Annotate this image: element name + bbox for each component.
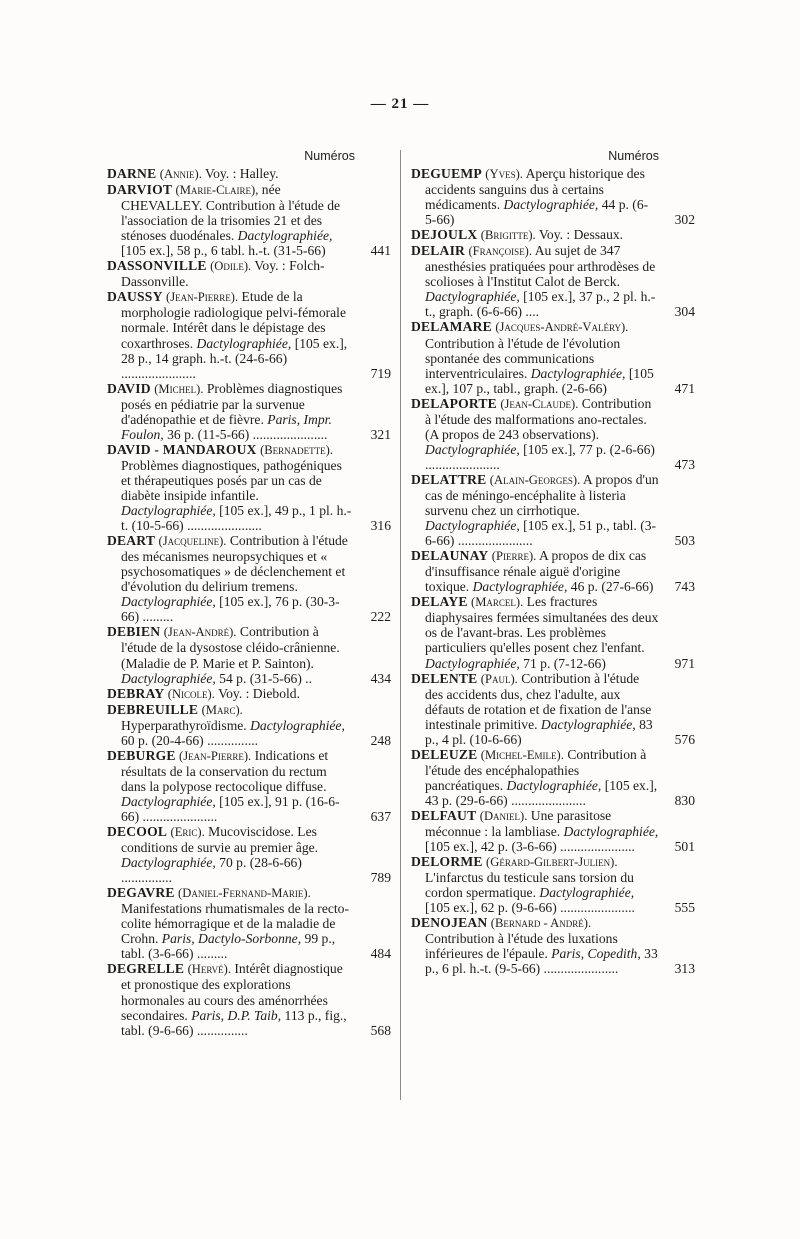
entry-title: Contribution à l'étude des luxations inférieures de l'épaule. (425, 931, 618, 962)
thesis-number: 222 (370, 609, 391, 625)
publisher: Dactylographiée, (503, 197, 599, 213)
publisher: Dactylographiée, (425, 518, 520, 534)
author-given-names: (Alain-Georges). (489, 472, 581, 487)
page-number: — 21 — (370, 96, 430, 112)
thesis-number: 568 (370, 1022, 391, 1038)
publisher: Dactylographiée, (121, 855, 216, 871)
entry-title: Les fractures diaphysaires fermées simultanées des deux os de l'avant-bras. Les problèmes particuliers qu'elles posent chez l'enfant. (425, 594, 659, 656)
author-name: DELAPORTE (411, 395, 497, 411)
entry-details: 33 p., 6 pl. h.-t. (9-5-66) ...................... (425, 946, 658, 977)
thesis-number: 473 (674, 456, 695, 472)
publisher: Paris, Copedith, (551, 946, 641, 962)
entry-title: Indications et résultats de la conservation du rectum dans la polypose rectocolique diffuse. (121, 747, 329, 794)
author-given-names: (Françoise). (468, 244, 533, 259)
thesis-entry (411, 915, 695, 976)
publisher: Paris, Dactylo-Sorbonne, (161, 931, 302, 947)
thesis-number: 313 (674, 961, 695, 977)
entry-title: Manifestations rhumatismales de la recto-colite hémorragique et de la maladie de Crohn. (121, 901, 350, 947)
publisher: Dactylographiée, (472, 579, 568, 595)
thesis-number: 719 (370, 365, 391, 381)
thesis-number: 484 (370, 946, 391, 962)
entry-title: Voy. : Diebold. (218, 685, 301, 701)
thesis-entry (107, 533, 391, 624)
author-given-names: (Paul). (480, 671, 518, 686)
author-name: DARNE (107, 166, 157, 181)
entry-title: Contribution à l'étude des encéphalopathies pancréatiques. (425, 746, 647, 793)
author-given-names: (Marie-Claire), (175, 183, 259, 198)
thesis-number: 304 (674, 304, 695, 320)
thesis-entry (107, 381, 391, 442)
entry-details: [105 ex.], 42 p. (3-6-66) ...................... (425, 839, 635, 855)
entry-details: 113 p., fig., tabl. (9-6-66) ............... (121, 1007, 347, 1038)
publisher: Dactylographiée, (563, 824, 659, 840)
author-name: DELAMARE (411, 319, 492, 335)
author-given-names: (Jean-Pierre). (179, 748, 252, 763)
author-given-names: (Jean-Pierre). (166, 290, 239, 305)
author-name: DAVID - MANDAROUX (107, 441, 257, 457)
publisher: Dactylographiée, (121, 670, 216, 686)
author-name: DEJOULX (411, 227, 478, 243)
thesis-entry (107, 182, 391, 258)
author-name: DEBRAY (107, 685, 165, 701)
column-heading: Numéros (608, 149, 659, 163)
entry-title: Contribution à l'étude de l'évolution spontanée des communications interventriculaires. (425, 335, 621, 381)
entry-title: Problèmes diagnostiques, pathogéniques et thérapeutiques posés par un cas de diabète insipide infantile. (121, 457, 342, 503)
publisher: Dactylographiée, (196, 335, 292, 351)
thesis-number: 789 (370, 870, 391, 886)
entry-details: 46 p. (27-6-66) (570, 579, 654, 595)
entry-title: Etude de la morphologie radiologique pelvi-fémorale normale. Intérêt dans le dépistage des coxarthroses. (121, 289, 346, 351)
publisher: Paris, Impr. Foulon, (121, 411, 332, 442)
entry-details: [105 ex.], 28 p., 14 graph. h.-t. (24-6-66) ...................... (121, 335, 348, 381)
thesis-entry (411, 166, 695, 227)
author-name: DELENTE (411, 670, 478, 686)
entry-details: 83 p., 4 pl. (10-6-66) (425, 716, 653, 747)
entry-title: Aperçu historique des accidents sanguins dus à certains médicaments. (425, 166, 645, 213)
entry-details: 60 p. (20-4-66) ............... (121, 732, 259, 748)
author-name: DEBURGE (107, 747, 176, 763)
author-name: DELAYE (411, 594, 468, 610)
author-name: DEGAVRE (107, 885, 175, 901)
entry-title: A propos d'un cas de méningo-encéphalite à listeria survenu chez un cirrhotique. (425, 471, 659, 519)
publisher: Dactylographiée, (530, 365, 626, 381)
thesis-entry (411, 319, 695, 395)
thesis-entry (107, 258, 391, 289)
publisher: Dactylographiée, (121, 594, 216, 610)
entry-title: née CHEVALLEY. Contribution à l'étude de l'association de la trisomies 21 et des sténoses duodénales. (121, 182, 341, 244)
author-given-names: (Jean-André). (163, 625, 237, 640)
entry-details: 71 p. (7-12-66) (523, 655, 606, 671)
entry-title: Hyperparathyroïdisme. (121, 717, 247, 733)
thesis-number: 434 (370, 670, 391, 686)
entry-details: 54 p. (31-5-66) .. (219, 670, 313, 686)
publisher: Dactylographiée, (425, 289, 520, 305)
publisher: Dactylographiée, (540, 716, 636, 732)
entry-details: 99 p., tabl. (3-6-66) ......... (121, 931, 336, 962)
thesis-entry (411, 671, 695, 747)
author-name: DASSONVILLE (107, 258, 207, 274)
thesis-entry (107, 748, 391, 824)
thesis-entry (107, 961, 391, 1037)
thesis-entry (411, 396, 695, 472)
entry-title: Contribution à l'étude des mécanismes neuropsychiques et « psychosomatiques » de déclenchement et d'évolution du delirium tremens. (121, 533, 348, 595)
entry-details: [105 ex.], 91 p. (16-6-66) ...................... (121, 793, 340, 824)
thesis-entry (107, 824, 391, 885)
thesis-entry (411, 594, 695, 670)
author-name: DECOOL (107, 824, 168, 840)
thesis-number: 316 (370, 518, 391, 534)
thesis-number: 302 (674, 212, 695, 228)
publisher: Dactylographiée, (237, 228, 333, 244)
author-name: DARVIOT (107, 182, 173, 198)
author-name: DEBREUILLE (107, 701, 199, 717)
publisher: Dactylographiée, (506, 777, 602, 793)
thesis-entry (411, 227, 695, 243)
thesis-entry (107, 289, 391, 380)
thesis-entry (411, 854, 695, 915)
entry-title: Problèmes diagnostiques posés en pédiatrie par la survenue d'adénopathie et de fièvre. (121, 380, 343, 427)
author-given-names: (Michel). (154, 381, 204, 396)
thesis-entry (411, 808, 695, 854)
thesis-number: 441 (370, 243, 391, 259)
entry-title: Contribution à l'étude des malformations ano-rectales. (A propos de 243 observations). (425, 395, 652, 442)
publisher: Dactylographiée, (425, 655, 520, 671)
entry-title: Contribution à l'étude de la dysostose cléido-crânienne. (Maladie de P. Marie et P. Sainton). (121, 624, 340, 671)
thesis-entry (411, 548, 695, 594)
author-given-names: (Bernadette). (260, 442, 333, 457)
entry-details: 70 p. (28-6-66) ............... (121, 855, 302, 886)
publisher: Paris, D.P. Taib, (191, 1007, 282, 1023)
entry-title: L'infarctus du testicule sans torsion du cordon spermatique. (425, 870, 634, 901)
entry-list (411, 166, 695, 976)
entry-details: [105 ex.], 51 p., tabl. (3-6-66) ...................... (425, 518, 657, 549)
entry-title: Voy. : Folch-Dassonville. (121, 258, 325, 290)
entry-details: [105 ex.], 58 p., 6 tabl. h.-t. (31-5-66) (121, 243, 326, 259)
thesis-entry (107, 442, 391, 533)
entry-details: [105 ex.], 37 p., 2 pl. h.-t., graph. (6-6-66) .... (425, 289, 656, 320)
column-heading: Numéros (304, 149, 355, 163)
column-divider (400, 150, 401, 1100)
entry-title: Voy. : Dessaux. (538, 227, 624, 243)
thesis-number: 971 (674, 655, 695, 671)
entry-details: [105 ex.], 107 p., tabl., graph. (2-6-66) (425, 365, 654, 396)
author-name: DENOJEAN (411, 915, 488, 931)
thesis-entry (107, 885, 391, 961)
publisher: Dactylographiée, (425, 441, 520, 457)
author-given-names: (Jacques-André-Valéry). (495, 320, 629, 335)
author-given-names: (Daniel-Fernand-Marie). (178, 886, 311, 901)
entry-title: Mucoviscidose. Les conditions de survie au premier âge. (121, 824, 319, 856)
publisher: Dactylographiée, (539, 885, 635, 901)
author-given-names: (Daniel). (479, 808, 528, 823)
entry-title: Au sujet de 347 anesthésies pratiquées pour arthrodèses de scolioses à l'Institut Calot de Berck. (425, 243, 656, 290)
author-name: DELFAUT (411, 807, 477, 823)
entry-title: Contribution à l'étude des accidents dus, chez l'adulte, aux défauts de rotation et de fixation de l'anse intestinale primitive. (425, 670, 652, 732)
entry-details: [105 ex.], 77 p. (2-6-66) ...................... (425, 441, 655, 472)
publisher: Dactylographiée, (121, 793, 216, 809)
author-given-names: (Odile). (210, 259, 252, 274)
entry-title: Voy. : Halley. (205, 166, 279, 181)
entry-details: [105 ex.], 76 p. (30-3-66) ......... (121, 594, 340, 625)
author-given-names: (Jean-Claude). (500, 396, 579, 411)
author-given-names: (Marc). (201, 702, 243, 717)
entry-details: [105 ex.], 62 p. (9-6-66) ...................... (425, 900, 635, 916)
author-given-names: (Yves). (485, 167, 523, 181)
author-given-names: (Michel-Emile). (480, 747, 564, 762)
left-column (107, 146, 391, 1038)
entry-details: [105 ex.], 43 p. (29-6-66) ...................... (425, 777, 658, 808)
entry-title: Intérêt diagnostique et pronostique des explorations hormonales au cours des aménorrhées secondaires. (121, 961, 343, 1023)
author-given-names: (Pierre). (491, 549, 537, 564)
author-name: DEBIEN (107, 624, 161, 640)
author-name: DEGRELLE (107, 961, 185, 977)
author-name: DELAUNAY (411, 548, 489, 564)
author-given-names: (Brigitte). (480, 228, 536, 243)
author-name: DELEUZE (411, 746, 478, 762)
thesis-number: 830 (674, 792, 695, 808)
author-given-names: (Jacqueline). (158, 534, 227, 549)
author-given-names: (Nicole). (167, 686, 215, 701)
thesis-number: 501 (674, 839, 695, 855)
author-given-names: (Annie). (159, 167, 202, 181)
author-name: DELORME (411, 854, 483, 870)
author-given-names: (Marcel). (471, 595, 524, 610)
thesis-entry (107, 686, 391, 702)
thesis-number: 248 (370, 732, 391, 748)
entry-details: 44 p. (6-5-66) (425, 197, 649, 228)
author-name: DELAIR (411, 243, 466, 259)
publisher: Dactylographiée, (121, 503, 216, 519)
thesis-entry (107, 702, 391, 748)
author-name: DEGUEMP (411, 166, 482, 181)
author-name: DAUSSY (107, 289, 163, 305)
author-given-names: (Eric). (170, 825, 205, 840)
thesis-number: 321 (370, 426, 391, 442)
thesis-entry (411, 243, 695, 319)
author-name: DEART (107, 533, 156, 549)
thesis-entry (411, 747, 695, 808)
author-given-names: (Hervé). (187, 962, 231, 977)
publisher: Dactylographiée, (250, 717, 345, 733)
entry-details: 36 p. (11-5-66) ...................... (167, 426, 328, 442)
thesis-entry (107, 166, 391, 182)
thesis-entry (411, 472, 695, 548)
author-name: DAVID (107, 380, 151, 396)
thesis-number: 471 (674, 380, 695, 396)
entry-title: A propos de dix cas d'insuffisance rénale aiguë d'origine toxique. (425, 548, 647, 595)
entry-list (107, 166, 391, 1038)
entry-title: Une parasitose méconnue : la lambliase. (425, 807, 612, 840)
thesis-number: 555 (674, 900, 695, 916)
thesis-number: 637 (370, 808, 391, 824)
thesis-number: 576 (674, 731, 695, 747)
thesis-number: 743 (674, 579, 695, 595)
author-name: DELATTRE (411, 471, 487, 487)
author-given-names: (Gérard-Gilbert-Julien). (486, 855, 618, 870)
author-given-names: (Bernard - André). (490, 916, 592, 931)
thesis-number: 503 (674, 533, 695, 549)
thesis-entry (107, 624, 391, 685)
right-column (411, 146, 695, 976)
entry-details: [105 ex.], 49 p., 1 pl. h.-t. (10-5-66) ...................... (121, 503, 352, 534)
